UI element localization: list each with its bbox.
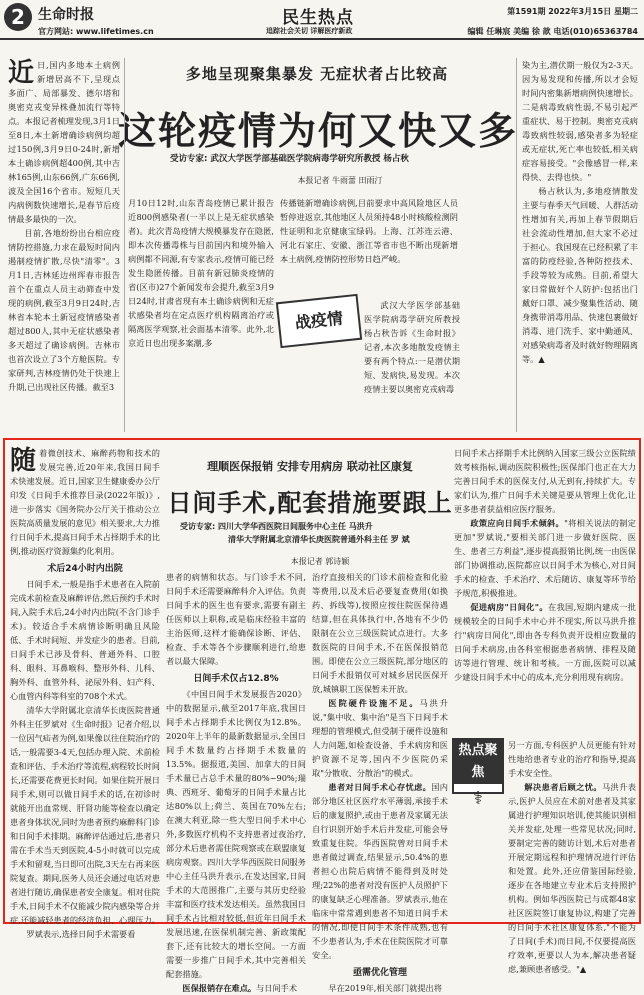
subhead: 亟需优化管理	[352, 968, 407, 978]
masthead	[0, 0, 644, 40]
column-divider	[124, 58, 125, 432]
paragraph: 手术后并发症,可能会导致重复住院。华西医院曾对日间手术患者做过调查,结果显示,50.4%的患者担心出院后病情不能得到及时处理;22%的患者对没有医护人员照护下的康复缺乏心理准备。罗斌表示,他在临床中常常遇到患者不知道日间手术的情况,即使日间手术条件成熟,也有不少患者认为,手术在住院医院才可靠安全。	[312, 824, 448, 960]
brand-logo: 生命时报	[38, 7, 94, 23]
article2-headline: 日间手术,配套措施要跟上	[167, 489, 453, 517]
subhead: 术后24小时内出院	[47, 564, 123, 574]
column-divider	[516, 58, 517, 432]
editor-info: 编辑 任琳宸 美编 徐 歆 电话(010)65363784	[467, 27, 638, 36]
bold-lead: 促进病房"日间化"。	[470, 602, 548, 612]
paragraph: 月10日12时,山东青岛疫情已累计报告近800例感染者(一半以上是无症状感染者)。此次青岛疫情大规模暴发存在隐匿,即本次传播毒株与目前国内和境外输入病例都不同源,有专家表示,疫情可能已经发生隐匿传播。目前有新冠肺炎疫情的省(区市)27个新闻发布会提升,截至3月9日24时,甘肃省现有本土确诊病例和无症状感染者均在定点医疗机构隔离治疗或隔离医学观察,社会面基本清零。此外,北京近日也出现多案潮,多	[128, 198, 274, 348]
article1-expert: 受访专家: 武汉大学医学部基础医学院病毒学研究所教授 杨占秋	[170, 154, 409, 164]
paragraph: 武汉大学医学部基础医学院病毒学研究所教授杨占秋告诉《生命时报》记者,本次多地散发疫情主要有两个特点:一是潜伏期短、发病快,易发现。本次疫情主要以奥密克戎病毒	[364, 300, 460, 394]
paragraph: "将相关说法的制定更加"罗斌说,"要相关部门进一步做好医院、医生、患者三方利益",逐步提高报销比例,统一由医保部门协调推动,医院都应以日间手术为核心,对日间手术的检查、手术治疗、术后随访、康复等环节给予规范,积极推进。	[454, 518, 636, 598]
paragraph: 马洪升表示,医护人员应在术前对患者及其家属进行护理知识培训,使其能识别相关并发症,处理一些常见状况;同时,要制定完善的随访计划,术后对患者开展定期远程和护理情况进行评估和处置。此外,还应借鉴国际经验,逐步在各地建立专业术后支持照护机构。例如华西医院已与成都48家社区医院签订康复协议,构建了完善的日间手术社区康复体系,"不能为了日间(手术)而日间,不仅要提高医疗效率,更要以人为本,解决患者疑虑,兼顾患者感受。"▲	[508, 782, 636, 974]
article2-kicker: 理顺医保报销 安排专用病房 联动社区康复	[207, 460, 413, 473]
paragraph: 杨占秋认为,多地疫情散发主要与春季天气回暖、人群活动性增加有关,再加上春节假期后社会流动性增加,但大家不必过于担心。我国现在已经积累了丰富的防疫经验,各种防控技术、手段等较为成熟。目前,希望大家日常做好个人防护:包括出门戴好口罩、减少聚集性活动、随身携带消毒用品、快速包裹做好消毒、进门洗手、家中勤通风、对感染病毒者及时就好物理隔离等。▲	[522, 186, 638, 364]
bold-lead: 医保报销存在难点。	[182, 983, 257, 993]
paragraph: 早在2019年,相关部门就提出将	[328, 983, 442, 993]
expert-line: 清华大学附属北京清华长庚医院普通外科主任 罗 斌	[228, 535, 410, 544]
article2-byline: 本报记者 郭诗颖	[290, 557, 350, 566]
paragraph: 在我国,短期内建成一批规模较全的日间手术中心并不现实,所以马洪升推行"病房日间化",即由各专科负责开设相应数量的日间手术病房,由各科室根据患者病情、排程及随访等进行管理、统计和考核。一方面,医院可以减少建设日间手术中心的成本,充分利用现有病房。	[454, 602, 636, 682]
article1-column-3	[280, 196, 458, 296]
paragraph: 染为主,潜伏期一般仅为2-3天。因为易发现和传播,所以才会短时间内密集新增病例快速增长。二是病毒致病性弱,不易引起严重症状、易于控制。奥密克戎病毒致病性较弱,感染者多为轻症或无症状,死亡率也较低,相关病症容易接受。"会像感冒一样,来得快、去得也快。"	[522, 60, 638, 182]
paragraph: 罗斌表示,选择日间手术需要看	[26, 929, 136, 939]
expert-line: 受访专家: 四川大学华西医院日间服务中心主任 马洪升	[180, 522, 373, 531]
hot-topic-badge	[452, 738, 504, 809]
article2-column-3	[312, 570, 448, 993]
site-url[interactable]: 官方网站: www.lifetimes.cn	[38, 27, 154, 36]
drop-cap: 随	[10, 446, 37, 476]
page-number: 2	[4, 3, 32, 31]
section-title: 民生热点	[282, 8, 354, 28]
article1-headline: 这轮疫情为何又快又多	[118, 109, 519, 153]
bold-lead: 患者对日间手术心存忧虑。	[328, 782, 432, 792]
article1-column-4	[522, 58, 638, 432]
article1-kicker: 多地呈现聚集暴发 无症状者占比较高	[185, 65, 449, 83]
hot-topic-label: 热点聚焦	[454, 740, 502, 784]
paragraph: 另一方面,专科医护人员更能有针对性地给患者专业的治疗和指导,提高手术安全性。	[508, 740, 636, 778]
doctor-icon: ⚕	[473, 788, 483, 809]
paragraph: 与日间手术	[256, 983, 298, 993]
article1-column-3b	[364, 298, 460, 432]
paragraph: 清华大学附属北京清华长庚医院普通外科主任罗斌对《生命时报》记者介绍,以一位因气疝者为例,如果像以往住院治疗的话,一般需要3-4天,包括办理入院、术前检查和评估、手术治疗等流程,病程较长时间长,还需要花费更长时间。如果住院开展日间手术,则可以做日间手术的话,在初诊时就能开出血常规、肝肾功能等检查以确定患者身体状况,同时为患者预约麻醉科门诊和日间手术排期。麻醉评估通过后,患者只需在手术当天到医院,4-5小时就可以完成手术和留观,当日即可出院,3天左右再来医院复查。期间,医务人员还会通过电话对患者进行随访,确保患者安全康复。相对住院手术,日间手术不仅能减少院内感染等合并症,还能减轻患者的经济负担、心理压力。	[10, 705, 160, 925]
paragraph: 《中国日间手术发展报告2020》中的数据显示,截至2017年底,我国日间手术占择期手术比例仅为12.8%。2020年上半年的最新数据显示,全国日间手术数量约占择期手术数量的13.5%。据报道,美国、加拿大的日间手术量已占总手术量的80%~90%;瑞典、西班牙、葡萄牙的日间手术量占比达80%以上;荷兰、英国在70%左右;在澳大利亚,除一些大型日间手术中心外,多数医疗机构不支持患者过夜治疗,部分术后患者需住院观察或在联盟康复病房观察。四川大学华西医院日间服务中心主任马洪升表示,在发达国家,日间手术的大范围推广,主要与其历史经验丰富和医疗技术发达相关。虽然我国日间手术占比相对较低,但近年日间手术发展迅速,在医保机制完善、新政策配套下,还有比较大的增长空间。一方面需要一步推广日间手术,其中完善相关配套措施。	[166, 689, 306, 979]
paragraph: 传播链新增确诊病例,目前要求中高风险地区人员暂停进返京,其他地区人员须持48小时核酸检测阴性证明和北京健康宝绿码。上海、江苏连云港、河北石家庄、安徽、浙江等省市也不断出现新增本土病例,疫情防控形势日趋严峻。	[280, 198, 458, 264]
article1-column-2	[128, 196, 274, 432]
paragraph: 目前,各地纷纷出台相应疫情防控措施,力求在最短时间内遏制疫情扩散,尽快"清零"。3月1日,吉林延边州珲春市报告首个在重点人员主动筛查中发现的病例,截至3月9日24时,吉林省本轮本土新冠疫情感染者超过800人,其中无症状感染者多天超过了确诊病例。吉林市也首次设立了3个方舱医院。专家研判,吉林疫情仍处于快速上升期,已出现社区传播。截至3	[8, 228, 120, 392]
bold-lead: 政策应向日间手术倾斜。	[470, 518, 565, 528]
article2-column-4b	[508, 738, 636, 974]
fight-epidemic-stamp: 战疫情	[276, 294, 362, 348]
subhead: 日间手术仅占12.8%	[193, 674, 279, 684]
paragraph: 日,国内多地本土病例新增居高不下,呈现点多面广、局部暴发、德尔塔和奥密克戎变异株叠加流行等特点。本报记者梳理发现,3月1日至8日,本土新增确诊病例均超过150例,3月9日0-24时,新增本土确诊病例超400例,其中吉林165例,山东66例,广东66例,波及全国16个省市。短短几天内病例数快速增长,是春节后疫情最多最快的一次。	[8, 60, 120, 224]
bold-lead: 解决患者后顾之忧。	[524, 782, 602, 792]
article2-expert	[180, 520, 460, 546]
section-slogan: 追踪社会关切 详解医疗新政	[266, 27, 353, 35]
article2-column-4	[454, 446, 636, 736]
article1-column-1	[8, 58, 120, 432]
bold-lead: 医院硬件设施不足。	[328, 698, 420, 708]
paragraph: 日间手术,一般是指手术患者在入院前完成术前检查及麻醉评估,然后预约手术时间,入院手术后,24小时内出院(不含门诊手术)。较适合手术病情诊断明确且风险低、手术时间短、并发症少的患者。目前,日间手术已涉及骨科、普通外科、口腔科、眼科、耳鼻喉科、整形外科、儿科、胸外科、血管外科、泌尿外科、妇产科、心血管内科等科室的708个术式。	[10, 579, 160, 701]
paragraph: 着微创技术、麻醉药物和技术的发展完善,近20年来,我国日间手术快速发展。近日,国家卫生健康委办公厅印发《日间手术推荐目录(2022年版)》,进一步落实《国务院办公厅关于推动公立医院高质量发展的意见》相关要求,大力推行日间手术,提高日间手术占择期手术的比例,推动医疗资源集约化利用。	[10, 448, 160, 556]
paragraph: 日间手术占择期手术比例纳入国家三级公立医院绩效考核指标,调动医院积极性;医保部门也正在大力完善日间手术的医保支付,从无到有,持续扩大。专家们认为,推广日间手术关键是要从管理上优化,让更多患者获益相应医疗服务。	[454, 448, 636, 514]
drop-cap: 近	[8, 58, 35, 88]
paragraph: 患者的病情和状态。与门诊手术不同,日间手术还需要麻醉科介入评估。负责日间手术的医生也有要求,需要有副主任医师以上职称,或是临床经验丰富的主治医师,这样才能确保诊断、评估、检查、手术等各个步骤顺利进行,给患者以最大保障。	[166, 572, 306, 666]
article2-column-1	[10, 446, 160, 939]
paragraph: 治疗直接相关的门诊术前检查和化验等费用,以及术后必要复查费用(如换药、拆线等),按照应按住院医保待遇结算,但在具体执行中,各地有不少仍限制在公立三级医院试点进行。大多数医院的日间手术,不在医保报销范围。即使在公立三级医院,部分地区的日间手术报销仅可对城乡居民医保开放,城镇职工医保暂未开放。	[312, 572, 448, 694]
issue-info: 第1591期 2022年3月15日 星期二	[507, 7, 638, 16]
article2-column-2	[166, 570, 306, 993]
article1-byline: 本报记者 牛雨蕾 田雨汀	[297, 176, 383, 185]
paragraph: 马洪升说,"集中收、集中治"是当下日间手术理想的管理模式,但受制于硬件设施和人力问题,如检查设备、手术病房和医护资源不足等,国内不少医院仍采取"分散收、分散治"的模式。	[312, 698, 448, 778]
paragraph: 国内部分地区社区医疗水平薄弱,承接手术后的康复照护,或由于患者及家属无法自行识别开始	[312, 782, 448, 834]
